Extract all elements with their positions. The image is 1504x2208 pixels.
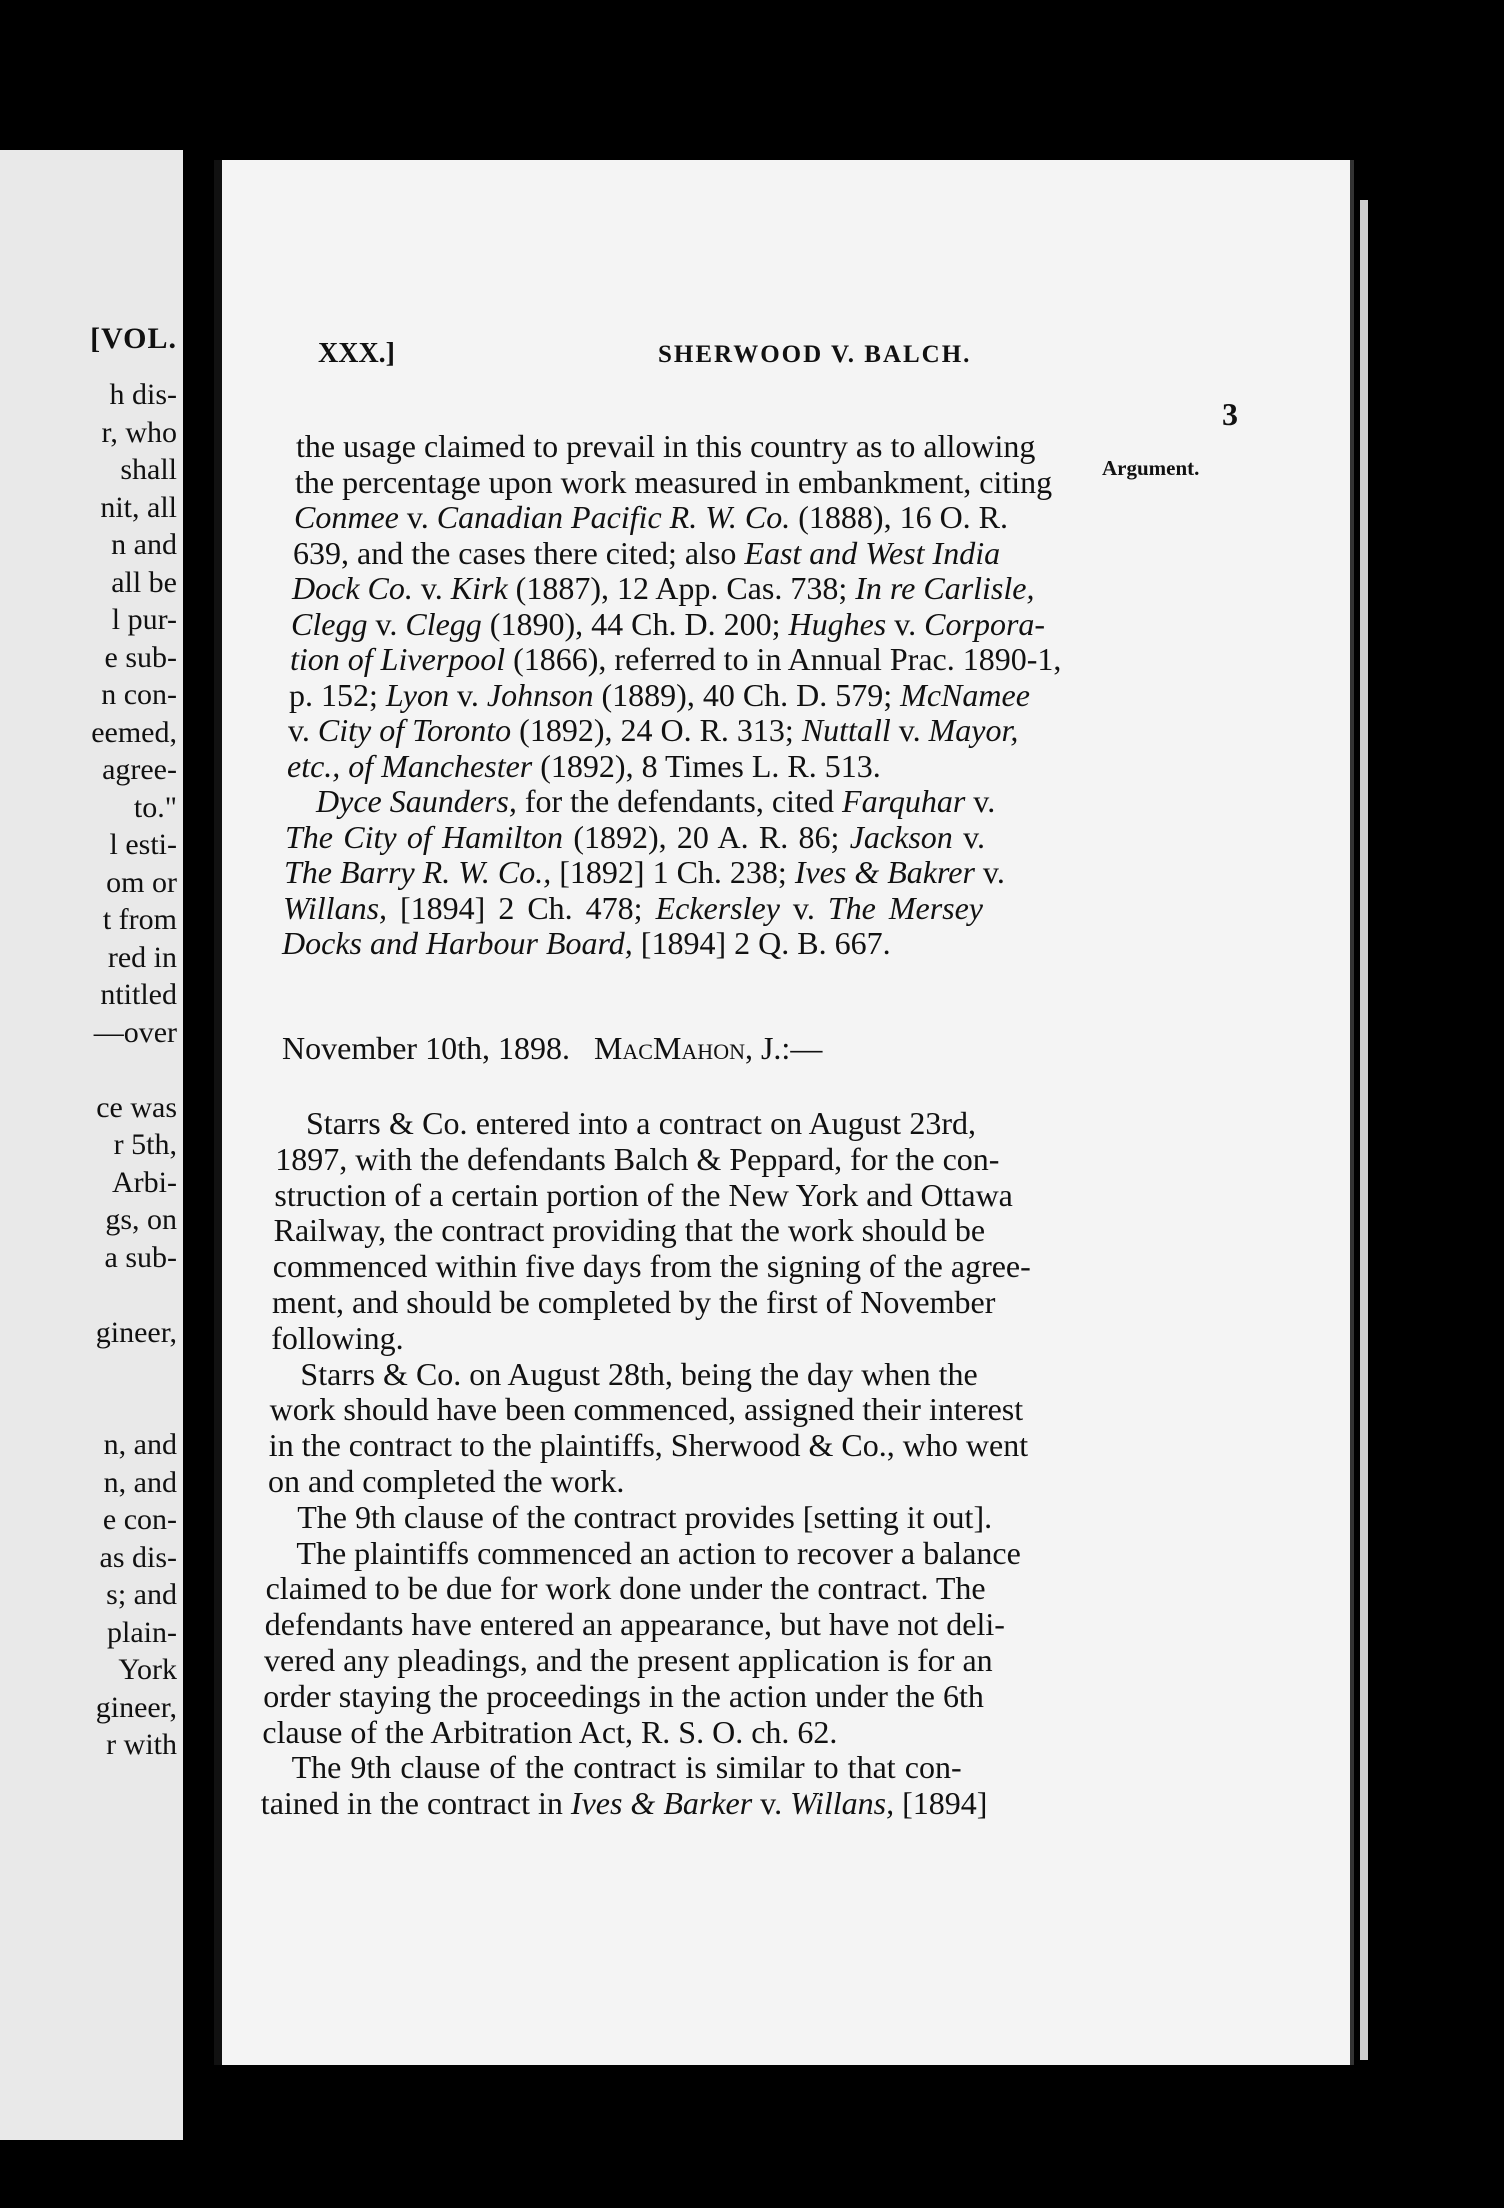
case-name: Dock Co. [292,570,413,606]
text-run: for the defendants, cited [516,783,843,819]
text-run: on and completed the work. [268,1463,625,1499]
body-line [263,1677,984,1714]
case-name: Willans, [283,889,388,926]
body-line [275,1140,1000,1177]
judgment-heading [282,1030,902,1067]
text-run: v. [952,818,986,855]
case-name: Willans, [790,1785,895,1822]
text-run: order staying the proceedings in the action under the 6th [263,1677,984,1714]
left-page-line: Arbi- [112,1165,177,1199]
left-page-line: ce was [96,1090,177,1124]
case-name: Conmee [294,499,399,535]
left-page-line: r with [106,1728,177,1761]
left-page-line: agree- [102,753,177,786]
header-title: SHERWOOD V. BALCH. [658,341,972,368]
left-page-line: gineer, [95,1690,177,1724]
case-name: Dyce Saunders, [316,783,517,819]
argument-line [284,854,1005,890]
left-page-line: e con- [102,1503,177,1536]
text-run: clause of the Arbitration Act, R. S. O. ch. 62. [262,1713,838,1750]
text-run: [1894] 2 Ch. 478; [387,889,656,926]
text-run: Railway, the contract providing that the work should be [273,1212,986,1249]
case-name: tion of Liverpool [290,641,506,677]
case-name: Lyon [385,676,449,713]
case-name: Johnson [486,676,594,713]
case-name: Nuttall [801,712,891,748]
text-run: [1894] [894,1785,988,1822]
text-run: in the contract to the plaintiffs, Sherwood & Co., who went [268,1427,1029,1464]
text-run: (1892), 8 Times L. R. 513. [532,747,881,784]
text-run: (1890), 44 Ch. D. 200; [481,605,789,642]
case-name: The Mersey [827,889,984,926]
case-name: City of Toronto [317,712,512,748]
body-line [271,1320,971,1356]
text-run: v. [974,854,1005,890]
body-line [273,1212,986,1249]
body-line [274,1176,1013,1213]
body-line [262,1714,962,1750]
body-line [264,1642,993,1678]
text-run: [1892] 1 Ch. 238; [551,854,795,890]
argument-line [295,463,1053,500]
case-name: Eckersley [655,889,780,926]
body-line [272,1248,1031,1285]
case-name: Ives & Bakrer [794,854,975,890]
running-head [318,338,972,370]
case-name: The Barry R. W. Co., [284,854,552,890]
text-run: v. [779,889,828,926]
case-name: East and West India [744,534,1001,571]
text-run: the usage claimed to prevail in this country as to allowing [296,428,1036,464]
argument-line [283,890,983,926]
text-run: The plaintiffs commenced an action to recover a balance [296,1534,1021,1571]
left-page-line: n and [111,528,177,561]
text-run: Starrs & Co. entered into a contract on August 23rd, [306,1105,976,1141]
argument-line [292,570,1035,606]
text-run: defendants have entered an appearance, but have not deli- [264,1606,1005,1643]
left-page-line: plain- [107,1615,177,1649]
left-page-line: n, and [103,1465,177,1499]
case-name: Kirk [450,570,508,606]
text-run: claimed to be due for work done under the contract. The [265,1570,986,1607]
argument-line [285,819,985,855]
left-page-line: gs, on [105,1203,177,1236]
text-run: vered any pleadings, and the present application is for an [264,1642,993,1678]
body-line [269,1391,1024,1428]
judgment-date: November 10th, 1898. [282,1030,570,1066]
text-run: v. [412,570,451,606]
left-page-line: h dis- [109,378,177,411]
body-line [292,1749,962,1785]
text-run: The 9th clause of the contract is similar to that con- [291,1749,962,1786]
left-page-line: gineer, [95,1315,177,1349]
text-run: (1888), 16 O. R. [790,499,1009,535]
argument-line [296,428,1036,464]
argument-line [293,534,1001,571]
left-page-line: a sub- [104,1240,177,1274]
text-run: (1892), 24 O. R. 313; [511,712,802,748]
left-page-header: [VOL. [90,322,177,355]
case-name: Docks and Harbour Board, [282,925,633,961]
body-line [297,1498,993,1535]
header-volume: XXX.] [318,338,395,369]
left-page-fragment [0,150,183,2140]
body-line [306,1105,976,1141]
text-run: v. [752,1785,791,1822]
body-line [264,1606,1005,1643]
argument-line [289,676,1030,713]
body-line [265,1570,986,1607]
main-page [214,160,1354,2065]
text-run: v. [288,712,318,748]
text-run: p. 152; [289,676,386,713]
page-number: 3 [1222,396,1238,432]
case-name: Jackson [849,818,953,855]
text-run: The 9th clause of the contract provides [setting it out]. [297,1498,993,1535]
left-page-line: ntitled [100,978,177,1011]
argument-line [282,925,982,961]
text-run: v. [890,712,929,748]
left-page-line: n, and [103,1428,177,1461]
case-name: Canadian Pacific R. W. Co. [436,499,791,535]
argument-line [294,499,1009,535]
left-page-line: s; and [106,1578,177,1611]
judge-name: MacMahon, J.:— [593,1030,823,1066]
text-run: v. [886,605,925,642]
text-run: following. [271,1319,404,1356]
case-name: The City of Hamilton [285,818,564,855]
left-page-line: as dis- [99,1540,177,1574]
text-run: (1887), 12 App. Cas. 738; [507,570,856,606]
case-name: Corpora- [924,605,1046,642]
case-name: Clegg [405,605,482,642]
case-name: McNamee [900,676,1030,713]
text-run: v. [965,783,996,819]
left-page-line: t from [102,903,177,936]
left-page-line: nit, all [100,490,177,524]
body-line [296,1534,1021,1571]
text-run: (1892), 20 A. R. 86; [563,818,850,855]
page-edge [1360,200,1368,2060]
argument-line [290,641,1062,677]
left-page-line: n con- [101,678,177,711]
text-run: commenced within five days from the signing of the agree- [272,1248,1031,1285]
case-name: Mayor, [928,712,1019,748]
left-page-line: eemed, [91,715,177,749]
left-page-line: to." [133,790,177,824]
body-line [272,1284,996,1320]
case-name: etc., of Manchester [287,747,533,784]
left-page-line: York [118,1653,177,1686]
left-page-line: l esti- [109,828,177,861]
text-run: [1894] 2 Q. B. 667. [632,925,891,961]
argument-line [291,605,1046,642]
body-line [268,1427,1029,1464]
text-run: the percentage upon work measured in embankment, citing [295,463,1053,500]
left-page-line: e sub- [104,640,177,674]
left-page-line: om or [106,865,177,899]
body-line [268,1463,968,1499]
text-run: v. [367,605,406,642]
margin-note: Argument. [1102,456,1200,480]
case-name: Ives & Barker [570,1785,753,1822]
text-run: v. [398,499,437,535]
text-run: work should have been commenced, assigned their interest [269,1391,1024,1428]
left-page-line: —over [93,1015,177,1049]
text-run: (1866), referred to in Annual Prac. 1890-1, [505,641,1062,677]
left-page-line: l pur- [111,603,177,636]
case-name: Clegg [291,605,368,642]
case-name: Farquhar [842,783,966,819]
text-run: ment, and should be completed by the first of November [272,1284,996,1320]
text-run: 639, and the cases there cited; also [293,534,745,571]
argument-line [316,783,996,819]
text-run: Starrs & Co. on August 28th, being the day when the [300,1355,978,1392]
argument-line [288,712,1019,748]
text-run: 1897, with the defendants Balch & Peppard, for the con- [275,1140,1000,1177]
left-page-line: red in [107,940,177,974]
case-name: Hughes [788,605,887,642]
argument-line [287,748,987,784]
left-page-line: shall [120,453,177,486]
left-page-line: all be [111,565,177,599]
left-page-line: r, who [101,415,177,449]
text-run: struction of a certain portion of the New York and Ottawa [274,1176,1013,1213]
body-line [300,1355,978,1392]
text-run: (1889), 40 Ch. D. 579; [593,676,901,713]
text-run: v. [448,676,487,713]
body-line [260,1785,988,1822]
case-name: In re Carlisle, [855,570,1035,606]
left-page-line: r 5th, [113,1128,177,1161]
text-run: tained in the contract in [260,1785,571,1822]
